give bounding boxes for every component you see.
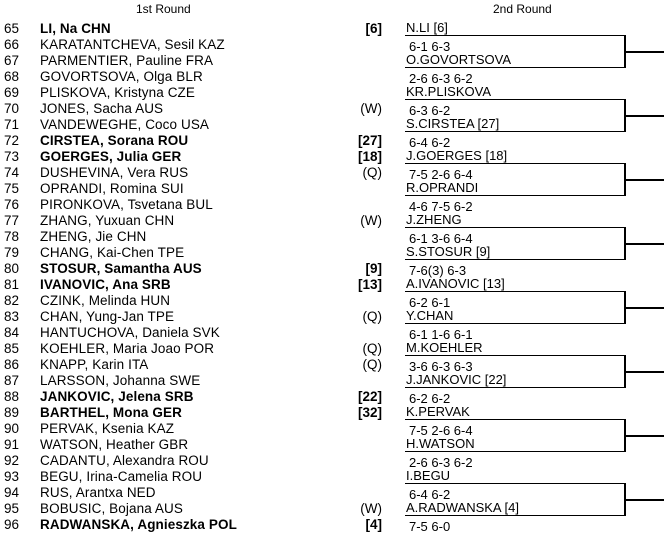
bracket-line [405, 67, 625, 68]
match-score: 7-5 2-6 6-4 [409, 423, 473, 438]
player-number: 81 [4, 277, 20, 292]
player-name: VANDEWEGHE, Coco USA [40, 117, 210, 132]
bracket-line [405, 419, 625, 420]
player-name: RADWANSKA, Agnieszka POL [40, 517, 237, 532]
player-name: CHAN, Yung-Jan TPE [40, 309, 175, 324]
player-number: 80 [4, 261, 20, 276]
round2-winner: S.STOSUR [9] [406, 244, 491, 259]
player-number: 87 [4, 373, 20, 388]
player-name: KOEHLER, Maria Joao POR [40, 341, 215, 356]
player-seed: (Q) [362, 357, 382, 372]
player-seed: [27] [357, 133, 382, 148]
player-seed: [6] [365, 21, 382, 36]
round2-winner: H.WATSON [406, 436, 475, 451]
player-name: CHANG, Kai-Chen TPE [40, 245, 185, 260]
bracket-line [405, 195, 625, 196]
bracket-line [405, 515, 625, 516]
player-name: WATSON, Heather GBR [40, 437, 189, 452]
player-seed: (Q) [362, 165, 382, 180]
bracket-line [405, 99, 625, 100]
player-name: CIRSTEA, Sorana ROU [40, 133, 189, 148]
player-name: OPRANDI, Romina SUI [40, 181, 184, 196]
round2-winner: N.LI [6] [406, 20, 448, 35]
player-name: PARMENTIER, Pauline FRA [40, 53, 214, 68]
player-seed: [18] [357, 149, 382, 164]
player-number: 93 [4, 469, 20, 484]
round2-winner: J.GOERGES [18] [406, 148, 508, 163]
player-number: 74 [4, 165, 20, 180]
player-number: 85 [4, 341, 20, 356]
player-name: CZINK, Melinda HUN [40, 293, 171, 308]
match-score: 6-4 6-2 [409, 135, 451, 150]
player-name: PIRONKOVA, Tsvetana BUL [40, 197, 213, 212]
bracket-stub [625, 499, 664, 501]
bracket-stub [625, 179, 664, 181]
player-name: LARSSON, Johanna SWE [40, 373, 201, 388]
player-seed: (Q) [362, 341, 382, 356]
bracket-line [405, 355, 625, 356]
player-number: 73 [4, 149, 20, 164]
round2-winner: Y.CHAN [406, 308, 454, 323]
player-seed: [32] [357, 405, 382, 420]
player-number: 89 [4, 405, 20, 420]
round2-winner: R.OPRANDI [406, 180, 479, 195]
player-number: 71 [4, 117, 20, 132]
round2-header: 2nd Round [493, 2, 552, 16]
round2-winner: K.PERVAK [406, 404, 470, 419]
bracket-stub [625, 371, 664, 373]
bracket-stub [625, 51, 664, 53]
match-score: 2-6 6-3 6-2 [409, 71, 473, 86]
match-score: 6-1 1-6 6-1 [409, 327, 473, 342]
match-score: 6-2 6-1 [409, 295, 451, 310]
player-number: 65 [4, 21, 20, 36]
player-number: 68 [4, 69, 20, 84]
player-name: BOBUSIC, Bojana AUS [40, 501, 183, 516]
bracket-line [405, 291, 625, 292]
bracket-line [405, 451, 625, 452]
bracket-stub [625, 307, 664, 309]
player-name: HANTUCHOVA, Daniela SVK [40, 325, 220, 340]
round1-header: 1st Round [136, 2, 191, 16]
player-number: 78 [4, 229, 20, 244]
bracket-line [405, 387, 625, 388]
match-score: 6-4 6-2 [409, 487, 451, 502]
round2-winner: S.CIRSTEA [27] [406, 116, 500, 131]
player-name: ZHANG, Yuxuan CHN [40, 213, 175, 228]
round2-winner: J.JANKOVIC [22] [406, 372, 507, 387]
match-score: 6-1 6-3 [409, 39, 451, 54]
match-score: 3-6 6-3 6-3 [409, 359, 473, 374]
bracket-line [405, 163, 625, 164]
bracket-stub [625, 115, 664, 117]
player-number: 76 [4, 197, 20, 212]
player-name: LI, Na CHN [40, 21, 111, 36]
player-name: CADANTU, Alexandra ROU [40, 453, 209, 468]
player-name: PLISKOVA, Kristyna CZE [40, 85, 195, 100]
player-seed: [13] [357, 277, 382, 292]
player-name: DUSHEVINA, Vera RUS [40, 165, 189, 180]
player-seed: (W) [360, 101, 382, 116]
player-name: JANKOVIC, Jelena SRB [40, 389, 194, 404]
player-number: 83 [4, 309, 20, 324]
player-name: JONES, Sacha AUS [40, 101, 164, 116]
player-seed: (W) [360, 213, 382, 228]
player-number: 92 [4, 453, 20, 468]
bracket-stub [625, 243, 664, 245]
player-number: 66 [4, 37, 20, 52]
match-score: 6-2 6-2 [409, 391, 451, 406]
bracket-line [405, 323, 625, 324]
player-seed: [22] [357, 389, 382, 404]
player-number: 77 [4, 213, 20, 228]
player-number: 90 [4, 421, 20, 436]
match-score: 6-3 6-2 [409, 103, 451, 118]
round2-winner: KR.PLISKOVA [406, 84, 492, 99]
match-score: 2-6 6-3 6-2 [409, 455, 473, 470]
player-number: 91 [4, 437, 20, 452]
player-number: 95 [4, 501, 20, 516]
bracket-line [405, 35, 625, 36]
player-number: 86 [4, 357, 20, 372]
player-number: 69 [4, 85, 20, 100]
player-number: 88 [4, 389, 20, 404]
player-name: GOERGES, Julia GER [40, 149, 182, 164]
player-number: 75 [4, 181, 20, 196]
player-name: RUS, Arantxa NED [40, 485, 156, 500]
player-name: BEGU, Irina-Camelia ROU [40, 469, 203, 484]
player-name: PERVAK, Ksenia KAZ [40, 421, 175, 436]
player-seed: [9] [365, 261, 382, 276]
player-number: 67 [4, 53, 20, 68]
player-name: BARTHEL, Mona GER [40, 405, 182, 420]
round2-winner: O.GOVORTSOVA [406, 52, 511, 67]
bracket-line [405, 227, 625, 228]
player-seed: (W) [360, 501, 382, 516]
player-name: ZHENG, Jie CHN [40, 229, 147, 244]
bracket-stub [625, 435, 664, 437]
player-number: 82 [4, 293, 20, 308]
player-seed: (Q) [362, 309, 382, 324]
round2-winner: I.BEGU [406, 468, 451, 483]
player-name: KNAPP, Karin ITA [40, 357, 149, 372]
match-score: 6-1 3-6 6-4 [409, 231, 473, 246]
round2-winner: J.ZHENG [406, 212, 462, 227]
player-name: STOSUR, Samantha AUS [40, 261, 202, 276]
bracket-line [405, 259, 625, 260]
player-number: 84 [4, 325, 20, 340]
match-score: 7-5 6-0 [409, 519, 451, 534]
bracket-line [405, 483, 625, 484]
bracket-line [405, 131, 625, 132]
player-number: 72 [4, 133, 20, 148]
player-seed: [4] [365, 517, 382, 532]
player-number: 70 [4, 101, 20, 116]
match-score: 7-5 2-6 6-4 [409, 167, 473, 182]
player-name: KARATANTCHEVA, Sesil KAZ [40, 37, 225, 52]
player-number: 79 [4, 245, 20, 260]
round2-winner: M.KOEHLER [406, 340, 483, 355]
match-score: 4-6 7-5 6-2 [409, 199, 473, 214]
match-score: 7-6(3) 6-3 [409, 263, 467, 278]
round2-winner: A.RADWANSKA [4] [406, 500, 519, 515]
player-name: IVANOVIC, Ana SRB [40, 277, 171, 292]
player-name: GOVORTSOVA, Olga BLR [40, 69, 203, 84]
player-number: 96 [4, 517, 20, 532]
player-number: 94 [4, 485, 20, 500]
round2-winner: A.IVANOVIC [13] [406, 276, 505, 291]
